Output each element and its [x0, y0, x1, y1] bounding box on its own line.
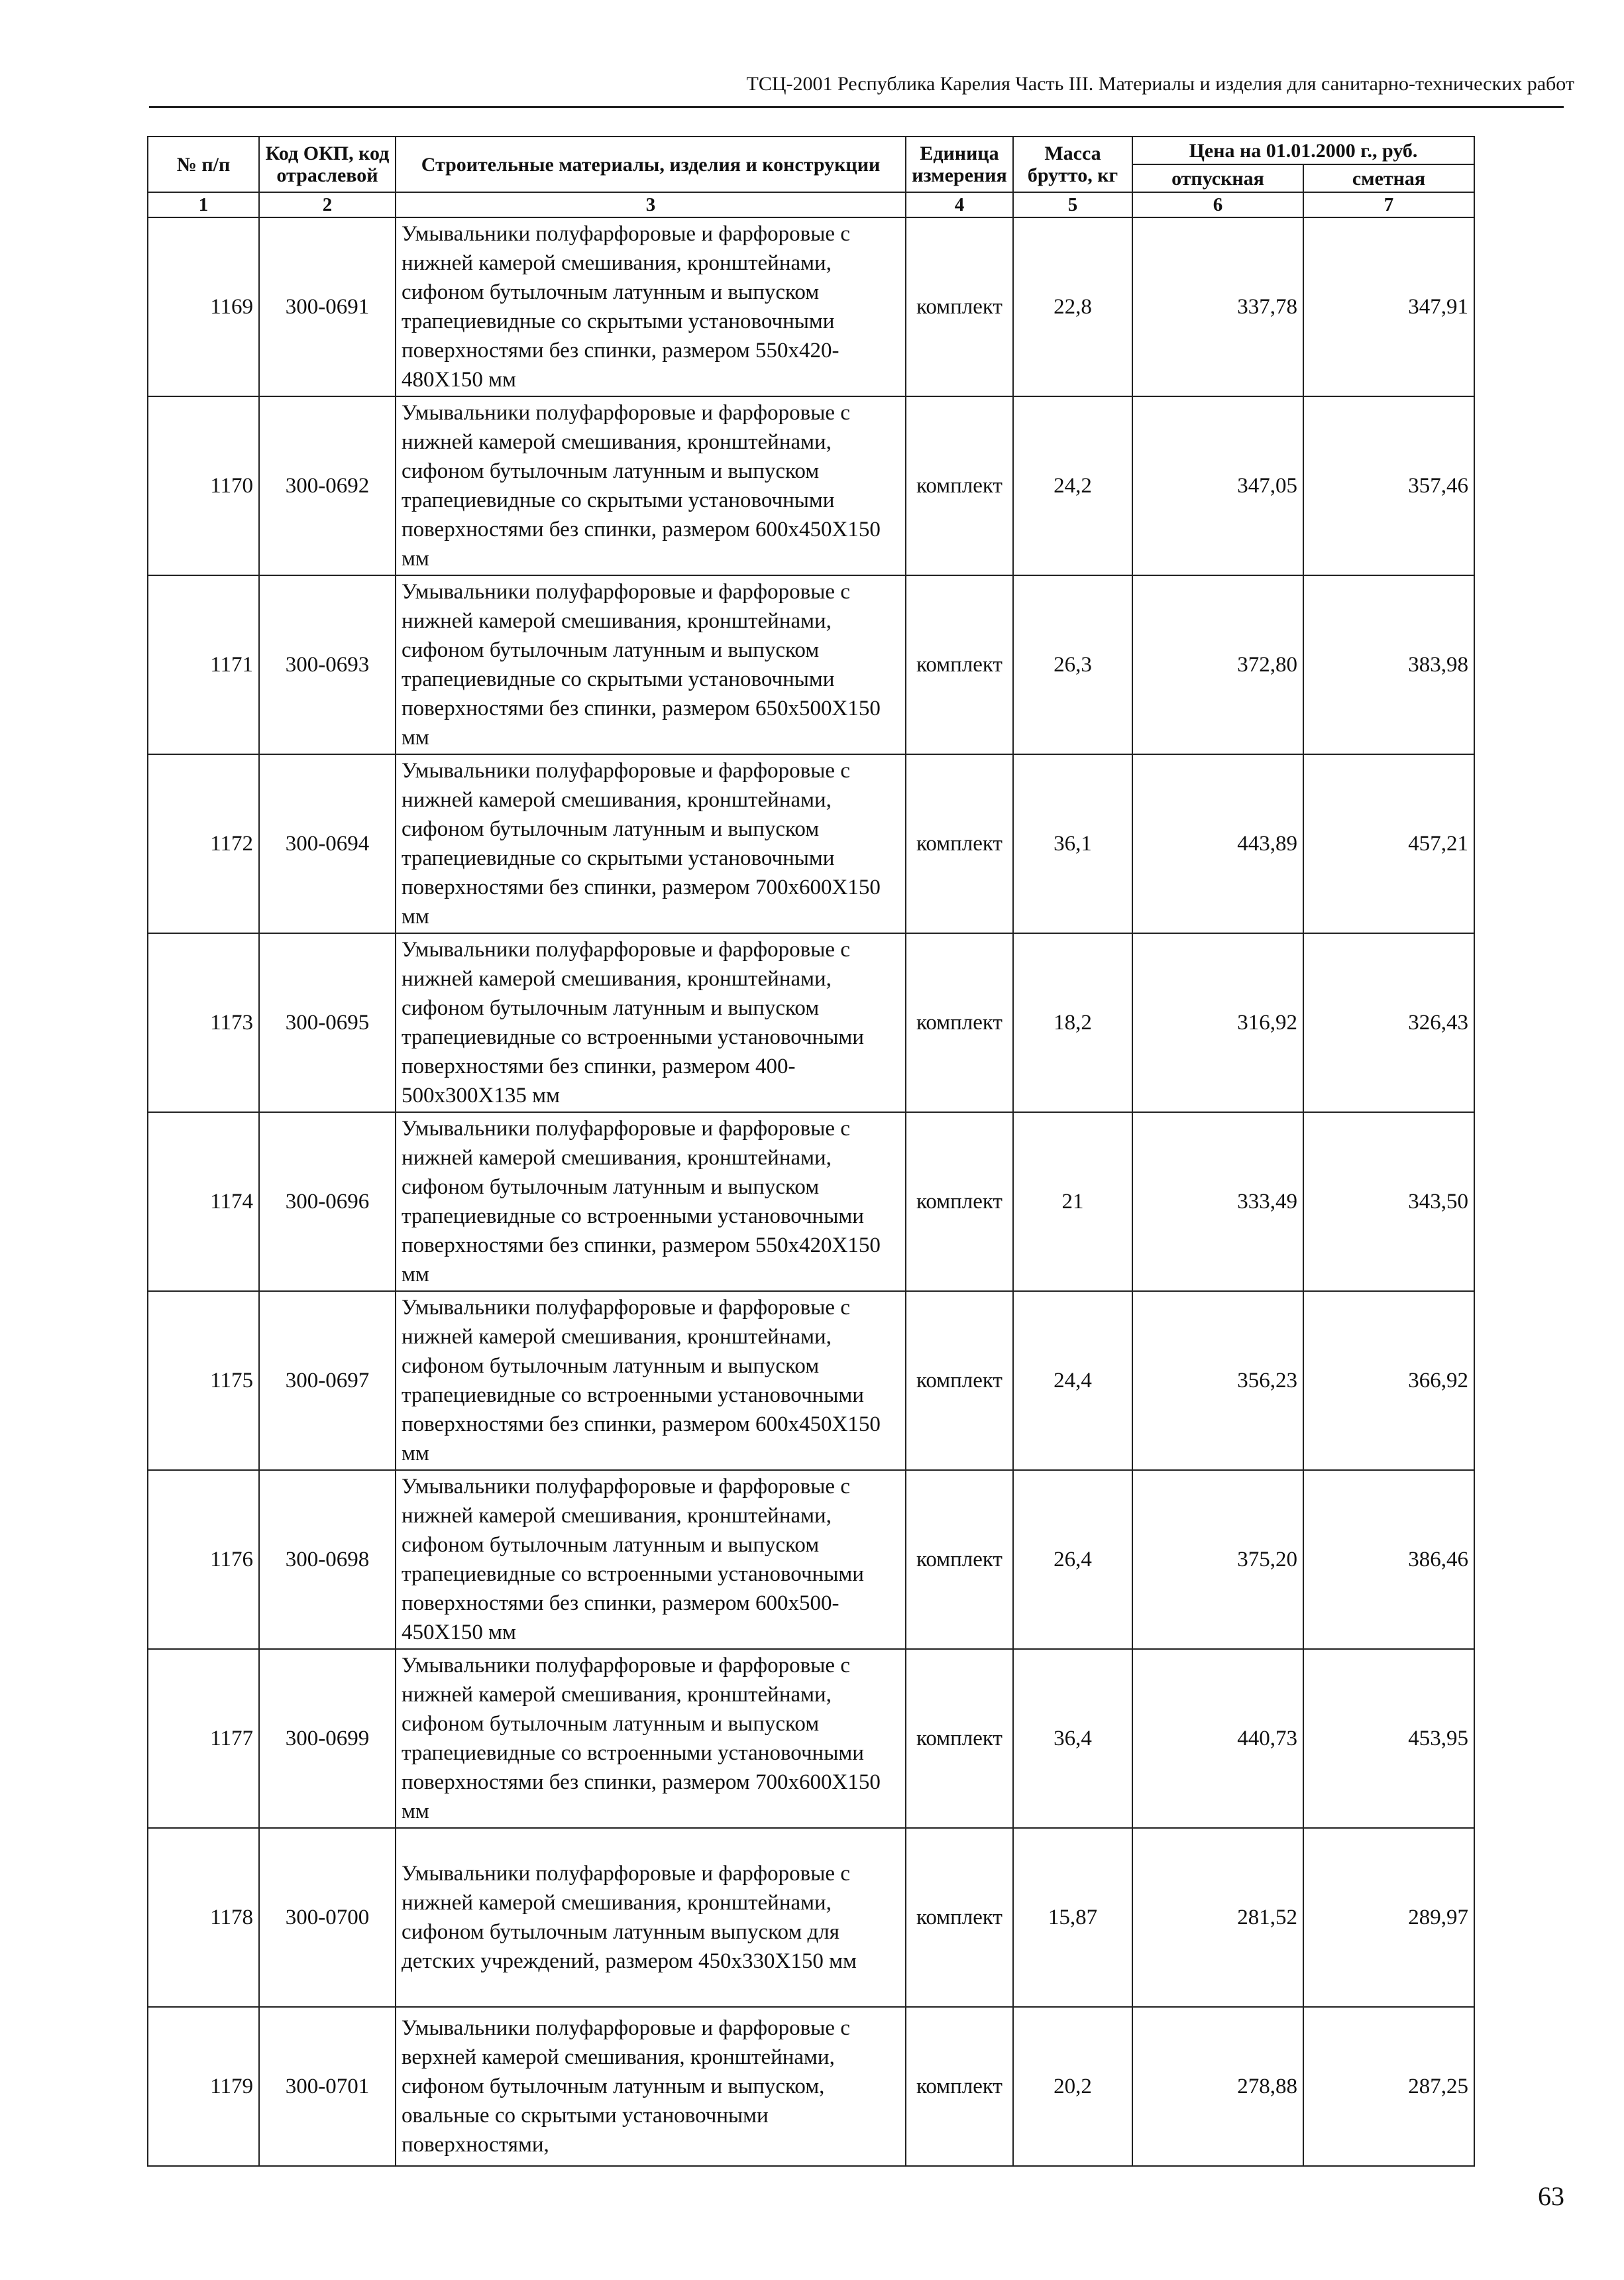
- row-price-estimate: 366,92: [1303, 1291, 1474, 1470]
- row-mass: 15,87: [1013, 1828, 1132, 2007]
- column-number: 2: [259, 192, 396, 217]
- row-number: 1172: [148, 754, 259, 933]
- row-description: Умывальники полуфарфоровые и фарфоровые с нижней камерой смешивания, кронштейнами, сифоном бутылочным латунным и выпуском трапециевидные со встроенными установочными поверхностями без спинки, размером 700х600Х150 мм: [396, 1649, 906, 1828]
- table-row: [148, 1470, 1474, 1649]
- table-row: [148, 1649, 1474, 1828]
- table-row: [148, 396, 1474, 575]
- row-mass: 26,3: [1013, 575, 1132, 754]
- row-price-release: 443,89: [1132, 754, 1303, 933]
- page-header: ТСЦ-2001 Республика Карелия Часть III. Материалы и изделия для санитарно-технических работ: [746, 73, 1574, 95]
- column-number: 3: [396, 192, 906, 217]
- row-mass: 26,4: [1013, 1470, 1132, 1649]
- row-mass: 20,2: [1013, 2007, 1132, 2166]
- row-number: 1179: [148, 2007, 259, 2166]
- column-number: 6: [1132, 192, 1303, 217]
- column-number: 5: [1013, 192, 1132, 217]
- row-unit: комплект: [906, 575, 1013, 754]
- row-price-release: 316,92: [1132, 933, 1303, 1112]
- row-code: 300-0693: [259, 575, 396, 754]
- header-price-estimate: сметная: [1303, 164, 1474, 192]
- row-code: 300-0700: [259, 1828, 396, 2007]
- row-price-estimate: 287,25: [1303, 2007, 1474, 2166]
- row-number: 1171: [148, 575, 259, 754]
- row-code: 300-0695: [259, 933, 396, 1112]
- row-mass: 24,4: [1013, 1291, 1132, 1470]
- table-row: [148, 1112, 1474, 1291]
- row-description: Умывальники полуфарфоровые и фарфоровые с нижней камерой смешивания, кронштейнами, сифоном бутылочным латунным и выпуском трапециевидные со встроенными установочными поверхностями без спинки, размером 600х450Х150 мм: [396, 1291, 906, 1470]
- row-price-estimate: 453,95: [1303, 1649, 1474, 1828]
- row-mass: 36,1: [1013, 754, 1132, 933]
- row-number: 1175: [148, 1291, 259, 1470]
- row-description: Умывальники полуфарфоровые и фарфоровые с нижней камерой смешивания, кронштейнами, сифоном бутылочным латунным и выпуском трапециевидные со скрытыми установочными поверхностями без спинки, размером 550х420-480Х150 мм: [396, 217, 906, 396]
- row-code: 300-0692: [259, 396, 396, 575]
- header-price-group: Цена на 01.01.2000 г., руб.: [1132, 137, 1474, 164]
- row-price-release: 281,52: [1132, 1828, 1303, 2007]
- row-number: 1178: [148, 1828, 259, 2007]
- row-price-estimate: 289,97: [1303, 1828, 1474, 2007]
- row-price-release: 356,23: [1132, 1291, 1303, 1470]
- row-description: Умывальники полуфарфоровые и фарфоровые с нижней камерой смешивания, кронштейнами, сифоном бутылочным латунным и выпуском трапециевидные со скрытыми установочными поверхностями без спинки, размером 600х450Х150 мм: [396, 396, 906, 575]
- row-mass: 21: [1013, 1112, 1132, 1291]
- row-unit: комплект: [906, 1470, 1013, 1649]
- table-row: [148, 2007, 1474, 2166]
- row-price-estimate: 457,21: [1303, 754, 1474, 933]
- table-row: [148, 1828, 1474, 2007]
- header-description: Строительные материалы, изделия и конструкции: [396, 137, 906, 192]
- row-price-estimate: 386,46: [1303, 1470, 1474, 1649]
- row-price-estimate: 347,91: [1303, 217, 1474, 396]
- header-mass: Масса брутто, кг: [1013, 137, 1132, 192]
- row-mass: 18,2: [1013, 933, 1132, 1112]
- header-code: Код ОКП, код отраслевой: [259, 137, 396, 192]
- row-code: 300-0697: [259, 1291, 396, 1470]
- row-description: Умывальники полуфарфоровые и фарфоровые с нижней камерой смешивания, кронштейнами, сифоном бутылочным латунным и выпуском трапециевидные со скрытыми установочными поверхностями без спинки, размером 650х500Х150 мм: [396, 575, 906, 754]
- row-number: 1176: [148, 1470, 259, 1649]
- row-mass: 36,4: [1013, 1649, 1132, 1828]
- row-unit: комплект: [906, 1291, 1013, 1470]
- row-unit: комплект: [906, 933, 1013, 1112]
- row-unit: комплект: [906, 1649, 1013, 1828]
- column-number-row: [148, 192, 1474, 217]
- row-code: 300-0701: [259, 2007, 396, 2166]
- row-description: Умывальники полуфарфоровые и фарфоровые с нижней камерой смешивания, кронштейнами, сифоном бутылочным латунным выпуском для детских учреждений, размером 450х330Х150 мм: [396, 1828, 906, 2007]
- row-code: 300-0698: [259, 1470, 396, 1649]
- row-unit: комплект: [906, 217, 1013, 396]
- header-divider: [149, 106, 1564, 108]
- row-price-release: 347,05: [1132, 396, 1303, 575]
- row-number: 1174: [148, 1112, 259, 1291]
- row-price-estimate: 383,98: [1303, 575, 1474, 754]
- table-row: [148, 1291, 1474, 1470]
- row-unit: комплект: [906, 754, 1013, 933]
- column-number: 7: [1303, 192, 1474, 217]
- row-number: 1169: [148, 217, 259, 396]
- row-price-release: 375,20: [1132, 1470, 1303, 1649]
- table-row: [148, 575, 1474, 754]
- price-table: [147, 136, 1475, 2167]
- table-row: [148, 933, 1474, 1112]
- row-number: 1177: [148, 1649, 259, 1828]
- row-price-release: 337,78: [1132, 217, 1303, 396]
- row-unit: комплект: [906, 2007, 1013, 2166]
- row-code: 300-0691: [259, 217, 396, 396]
- row-description: Умывальники полуфарфоровые и фарфоровые с нижней камерой смешивания, кронштейнами, сифоном бутылочным латунным и выпуском трапециевидные со встроенными установочными поверхностями без спинки, размером 400-500х300Х135 мм: [396, 933, 906, 1112]
- row-description: Умывальники полуфарфоровые и фарфоровые с верхней камерой смешивания, кронштейнами, сифоном бутылочным латунным и выпуском, овальные со скрытыми установочными поверхностями,: [396, 2007, 906, 2166]
- header-price-release: отпускная: [1132, 164, 1303, 192]
- header-num: № п/п: [148, 137, 259, 192]
- row-price-release: 333,49: [1132, 1112, 1303, 1291]
- row-unit: комплект: [906, 1112, 1013, 1291]
- row-description: Умывальники полуфарфоровые и фарфоровые с нижней камерой смешивания, кронштейнами, сифоном бутылочным латунным и выпуском трапециевидные со встроенными установочными поверхностями без спинки, размером 600х500-450Х150 мм: [396, 1470, 906, 1649]
- row-price-release: 372,80: [1132, 575, 1303, 754]
- row-mass: 24,2: [1013, 396, 1132, 575]
- header-unit: Единица измерения: [906, 137, 1013, 192]
- row-number: 1173: [148, 933, 259, 1112]
- row-unit: комплект: [906, 396, 1013, 575]
- row-code: 300-0696: [259, 1112, 396, 1291]
- table-row: [148, 217, 1474, 396]
- column-number: 4: [906, 192, 1013, 217]
- row-description: Умывальники полуфарфоровые и фарфоровые с нижней камерой смешивания, кронштейнами, сифоном бутылочным латунным и выпуском трапециевидные со встроенными установочными поверхностями без спинки, размером 550х420Х150 мм: [396, 1112, 906, 1291]
- page-number: 63: [1538, 2181, 1564, 2211]
- row-description: Умывальники полуфарфоровые и фарфоровые с нижней камерой смешивания, кронштейнами, сифоном бутылочным латунным и выпуском трапециевидные со скрытыми установочными поверхностями без спинки, размером 700х600Х150 мм: [396, 754, 906, 933]
- row-price-estimate: 357,46: [1303, 396, 1474, 575]
- row-price-estimate: 343,50: [1303, 1112, 1474, 1291]
- table-row: [148, 754, 1474, 933]
- row-code: 300-0694: [259, 754, 396, 933]
- row-code: 300-0699: [259, 1649, 396, 1828]
- row-price-estimate: 326,43: [1303, 933, 1474, 1112]
- row-price-release: 440,73: [1132, 1649, 1303, 1828]
- row-price-release: 278,88: [1132, 2007, 1303, 2166]
- column-number: 1: [148, 192, 259, 217]
- row-unit: комплект: [906, 1828, 1013, 2007]
- row-number: 1170: [148, 396, 259, 575]
- row-mass: 22,8: [1013, 217, 1132, 396]
